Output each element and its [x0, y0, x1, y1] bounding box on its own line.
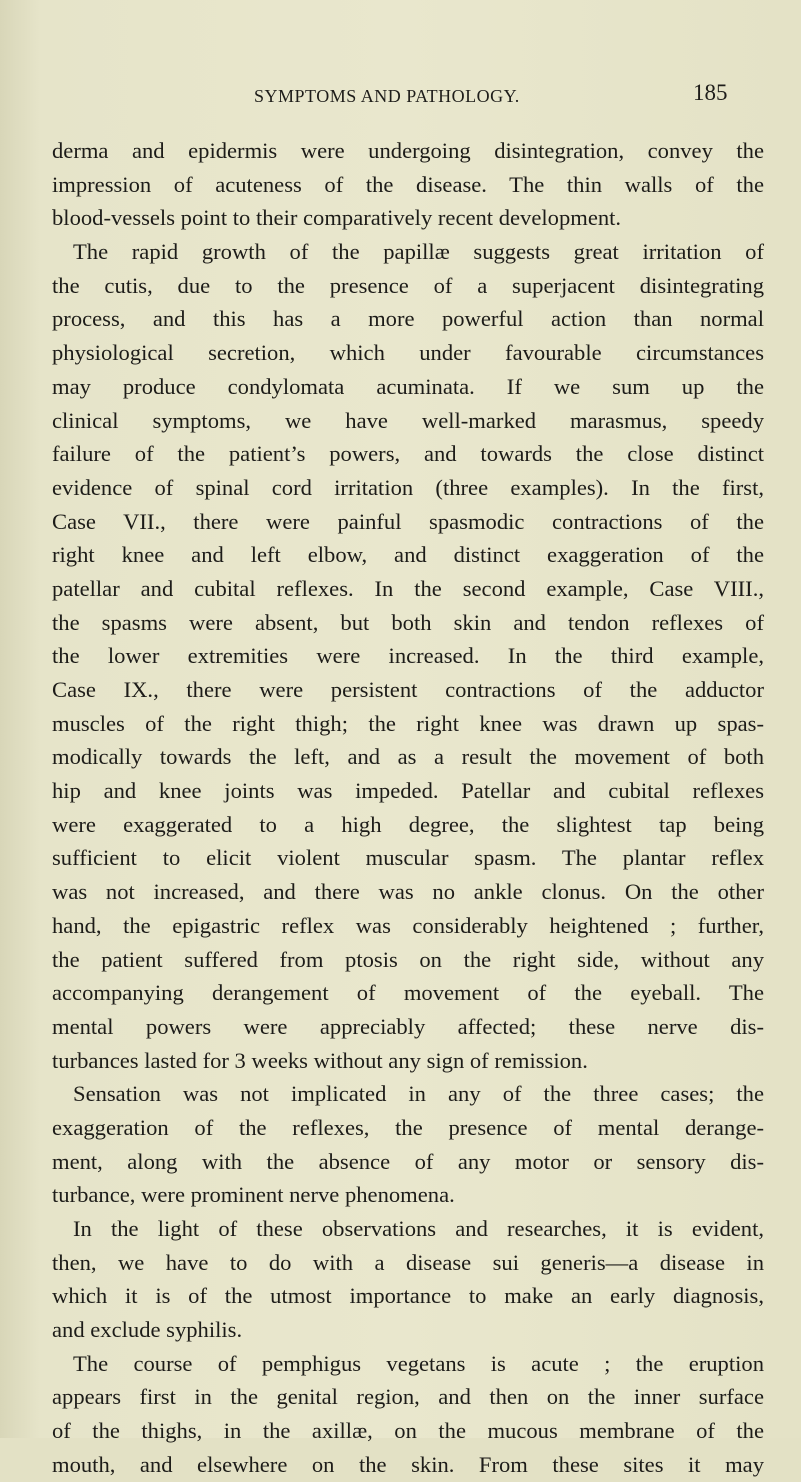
text-line: were exaggerated to a high degree, the slightest tap being: [52, 811, 764, 837]
text-line: process, and this has a more powerful action than normal: [52, 306, 764, 332]
text-line: exaggeration of the reflexes, the presence of mental derange-: [52, 1114, 764, 1140]
text-line: The rapid growth of the papillæ suggests great irritation of: [73, 239, 764, 265]
text-line: blood-vessels point to their comparatively recent development.: [52, 205, 622, 231]
text-line: and exclude syphilis.: [52, 1317, 243, 1343]
page-header: [0, 80, 801, 114]
text-line: the cutis, due to the presence of a superjacent disintegrating: [52, 272, 764, 298]
text-line: derma and epidermis were undergoing disintegration, convey the: [52, 138, 764, 163]
text-line: hand, the epigastric reflex was considerably heightened ; further,: [52, 912, 764, 938]
text-line: evidence of spinal cord irritation (three examples). In the first,: [52, 474, 764, 500]
text-line: Case IX., there were persistent contractions of the adductor: [52, 677, 764, 702]
text-line: In the light of these observations and researches, it is evident,: [73, 1216, 764, 1241]
text-line: modically towards the left, and as a result the movement of both: [52, 744, 764, 770]
text-line: turbance, were prominent nerve phenomena.: [52, 1182, 455, 1208]
text-line: which it is of the utmost importance to make an early diagnosis,: [52, 1283, 764, 1309]
text-line: The course of pemphigus vegetans is acute ; the eruption: [73, 1350, 764, 1376]
body-text: [52, 134, 764, 1482]
text-line: Sensation was not implicated in any of the three cases; the: [73, 1081, 764, 1107]
text-line: mental powers were appreciably affected; these nerve dis-: [52, 1013, 764, 1039]
text-line: muscles of the right thigh; the right knee was drawn up spas-: [52, 710, 764, 736]
text-line: was not increased, and there was no ankle clonus. On the other: [52, 879, 764, 905]
text-line: Case VII., there were painful spasmodic contractions of the: [52, 508, 764, 534]
text-line: ment, along with the absence of any motor or sensory dis-: [52, 1148, 764, 1174]
text-line: then, we have to do with a disease sui generis—a disease in: [52, 1249, 764, 1275]
text-line: may produce condylomata acuminata. If we sum up the: [52, 373, 764, 399]
text-line: accompanying derangement of movement of the eyeball. The: [52, 980, 764, 1006]
text-line: the spasms were absent, but both skin and tendon reflexes of: [52, 609, 764, 635]
text-line: right knee and left elbow, and distinct exaggeration of the: [52, 542, 764, 568]
running-head: SYMPTOMS AND PATHOLOGY.: [254, 86, 520, 106]
text-line: the patient suffered from ptosis on the right side, without any: [52, 946, 764, 972]
text-line: turbances lasted for 3 weeks without any sign of remission.: [52, 1047, 588, 1073]
text-line: failure of the patient’s powers, and towards the close distinct: [52, 441, 764, 467]
text-line: patellar and cubital reflexes. In the second example, Case VIII.,: [52, 575, 764, 601]
text-line: appears first in the genital region, and then on the inner surface: [52, 1384, 764, 1410]
text-line: physiological secretion, which under favourable circumstances: [52, 340, 764, 366]
text-line: impression of acuteness of the disease. The thin walls of the: [52, 171, 764, 197]
text-line: clinical symptoms, we have well-marked marasmus, speedy: [52, 407, 764, 433]
text-line: mouth, and elsewhere on the skin. From these sites it may: [52, 1451, 764, 1477]
text-line: of the thighs, in the axillæ, on the mucous membrane of the: [52, 1418, 764, 1444]
text-line: the lower extremities were increased. In the third example,: [52, 643, 764, 669]
text-line: sufficient to elicit violent muscular spasm. The plantar reflex: [52, 845, 764, 871]
text-line: hip and knee joints was impeded. Patellar and cubital reflexes: [52, 778, 764, 804]
page-number: 185: [693, 80, 728, 105]
